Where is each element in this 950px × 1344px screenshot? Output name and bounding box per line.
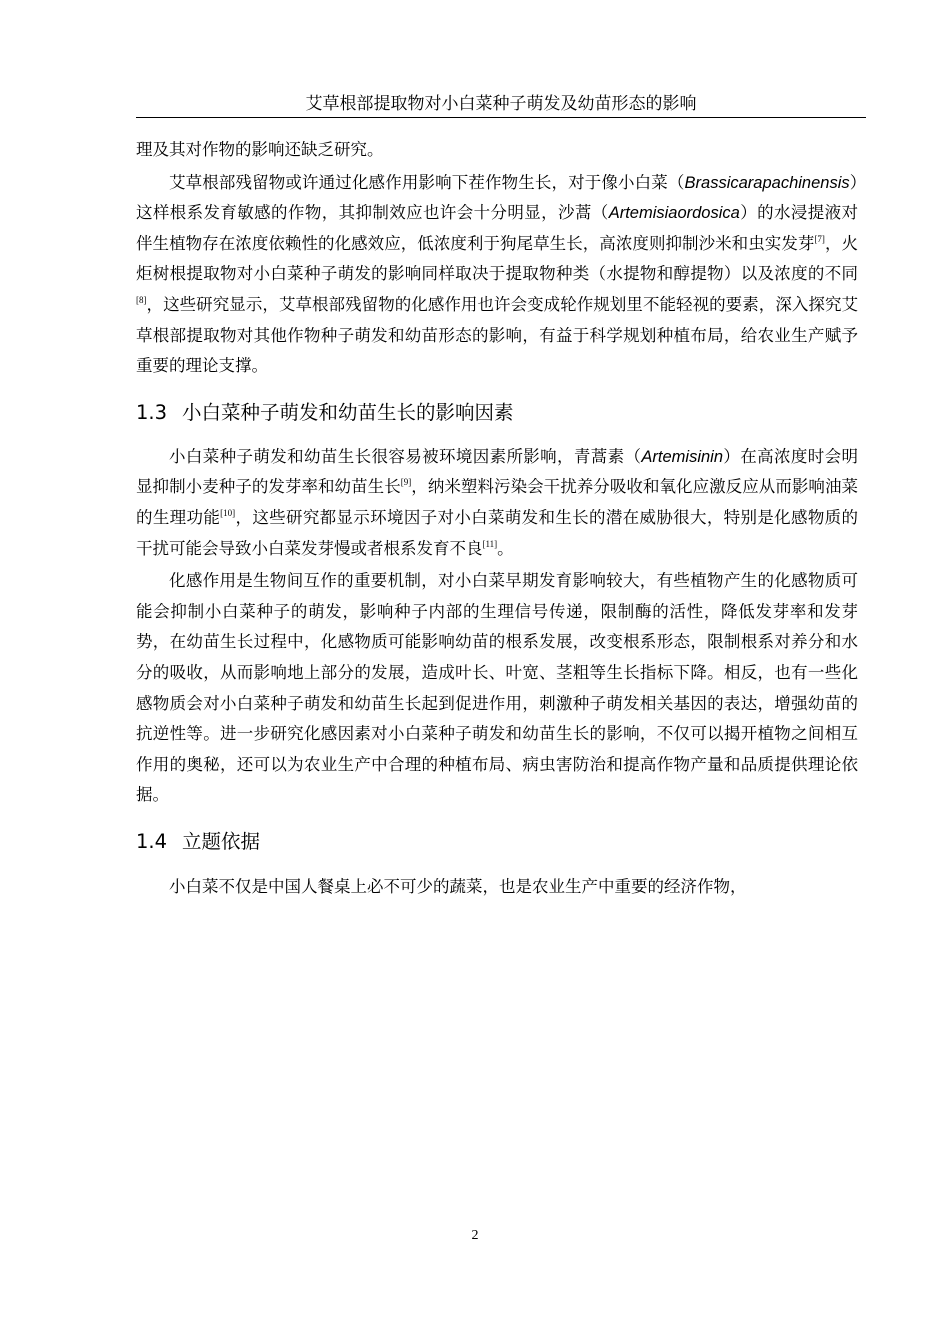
citation-ref: [7] xyxy=(814,233,825,244)
paragraph-allelopathy: 化感作用是生物间互作的重要机制，对小白菜早期发育影响较大，有些植物产生的化感物质可能会抑制小白菜种子的萌发，影响种子内部的生理信号传递，限制酶的活性，降低发芽率和发芽势，在幼苗生长过程中，化感物质可能影响幼苗的根系发展，改变根系形态，限制根系对养分和水分的吸收，从而影响地上部分的发展，造成叶长、叶宽、茎粗等生长指标下降。相反，也有一些化感物质会对小白菜种子萌发和幼苗生长起到促进作用，刺激种子萌发相关基因的表达，增强幼苗的抗逆性等。进一步研究化感因素对小白菜种子萌发和幼苗生长的影响，不仅可以揭开植物之间相互作用的奥秘，还可以为农业生产中合理的种植布局、病虫害防治和提高作物产量和品质提供理论依据。 xyxy=(136,571,858,805)
text-span: ）这样根系发育敏感的作物，其抑制效应也许会十分明显，沙蒿（ xyxy=(136,172,859,223)
text-span: ，这些研究都显示环境因子对小白菜萌发和生长的潜在威胁很大，特别是化感物质的干扰可能会导致小白菜发芽慢或者根系发育不良 xyxy=(136,507,859,558)
species-name: Artemisiaordosica xyxy=(608,204,740,223)
citation-ref: [11] xyxy=(482,538,498,549)
citation-ref: [9] xyxy=(400,477,412,488)
section-number: 1.4 xyxy=(136,829,168,853)
text-span: 。 xyxy=(497,538,514,558)
citation-ref: [10] xyxy=(220,507,236,518)
section-heading-1-4 xyxy=(136,827,858,857)
section-heading-1-3 xyxy=(136,398,858,428)
section-number: 1.3 xyxy=(136,400,168,424)
text-span: ，纳米塑料污染会干扰养分吸收和氧化应激反应从而影响油菜的生理功能 xyxy=(136,477,859,527)
species-name: Brassicarapachinensis xyxy=(684,173,850,192)
paragraph-environment-factors xyxy=(136,442,858,564)
section-title: 小白菜种子萌发和幼苗生长的影响因素 xyxy=(182,400,514,424)
page-number: 2 xyxy=(471,1228,479,1243)
text-span: ）的水浸提液对伴生植物存在浓度依赖性的化感效应，低浓度利于狗尾草生长，高浓度则抑制沙米和虫实发芽 xyxy=(136,203,859,253)
text-span: 小白菜种子萌发和幼苗生长很容易被环境因素所影响，青蒿素（ xyxy=(169,446,642,466)
text-span: ）在高浓度时会明显抑制小麦种子的发芽率和幼苗生长 xyxy=(136,446,859,497)
header-rule xyxy=(136,117,866,118)
species-name: Artemisinin xyxy=(641,447,724,466)
paragraph-rationale: 小白菜不仅是中国人餐桌上必不可少的蔬菜，也是农业生产中重要的经济作物， xyxy=(169,876,747,896)
text-span: 艾草根部残留物或许通过化感作用影响下茬作物生长，对于像小白菜（ xyxy=(169,172,685,192)
text-span: ，火炬树根提取物对小白菜种子萌发的影响同样取决于提取物种类（水提物和醇提物）以及浓度的不同 xyxy=(136,233,859,284)
paragraph-continuation: 理及其对作物的影响还缺乏研究。 xyxy=(136,140,384,159)
body-text xyxy=(136,135,858,902)
running-header: 艾草根部提取物对小白菜种子萌发及幼苗形态的影响 xyxy=(305,94,697,114)
section-title: 立题依据 xyxy=(182,829,261,853)
text-span: ，这些研究显示，艾草根部残留物的化感作用也许会变成轮作规划里不能轻视的要素，深入探究艾草根部提取物对其他作物种子萌发和幼苗形态的影响，有益于科学规划种植布局，给农业生产赋予重要的理论支撑。 xyxy=(136,294,858,376)
citation-ref: [8] xyxy=(136,294,147,305)
paragraph-artemisia-residue xyxy=(136,168,858,382)
